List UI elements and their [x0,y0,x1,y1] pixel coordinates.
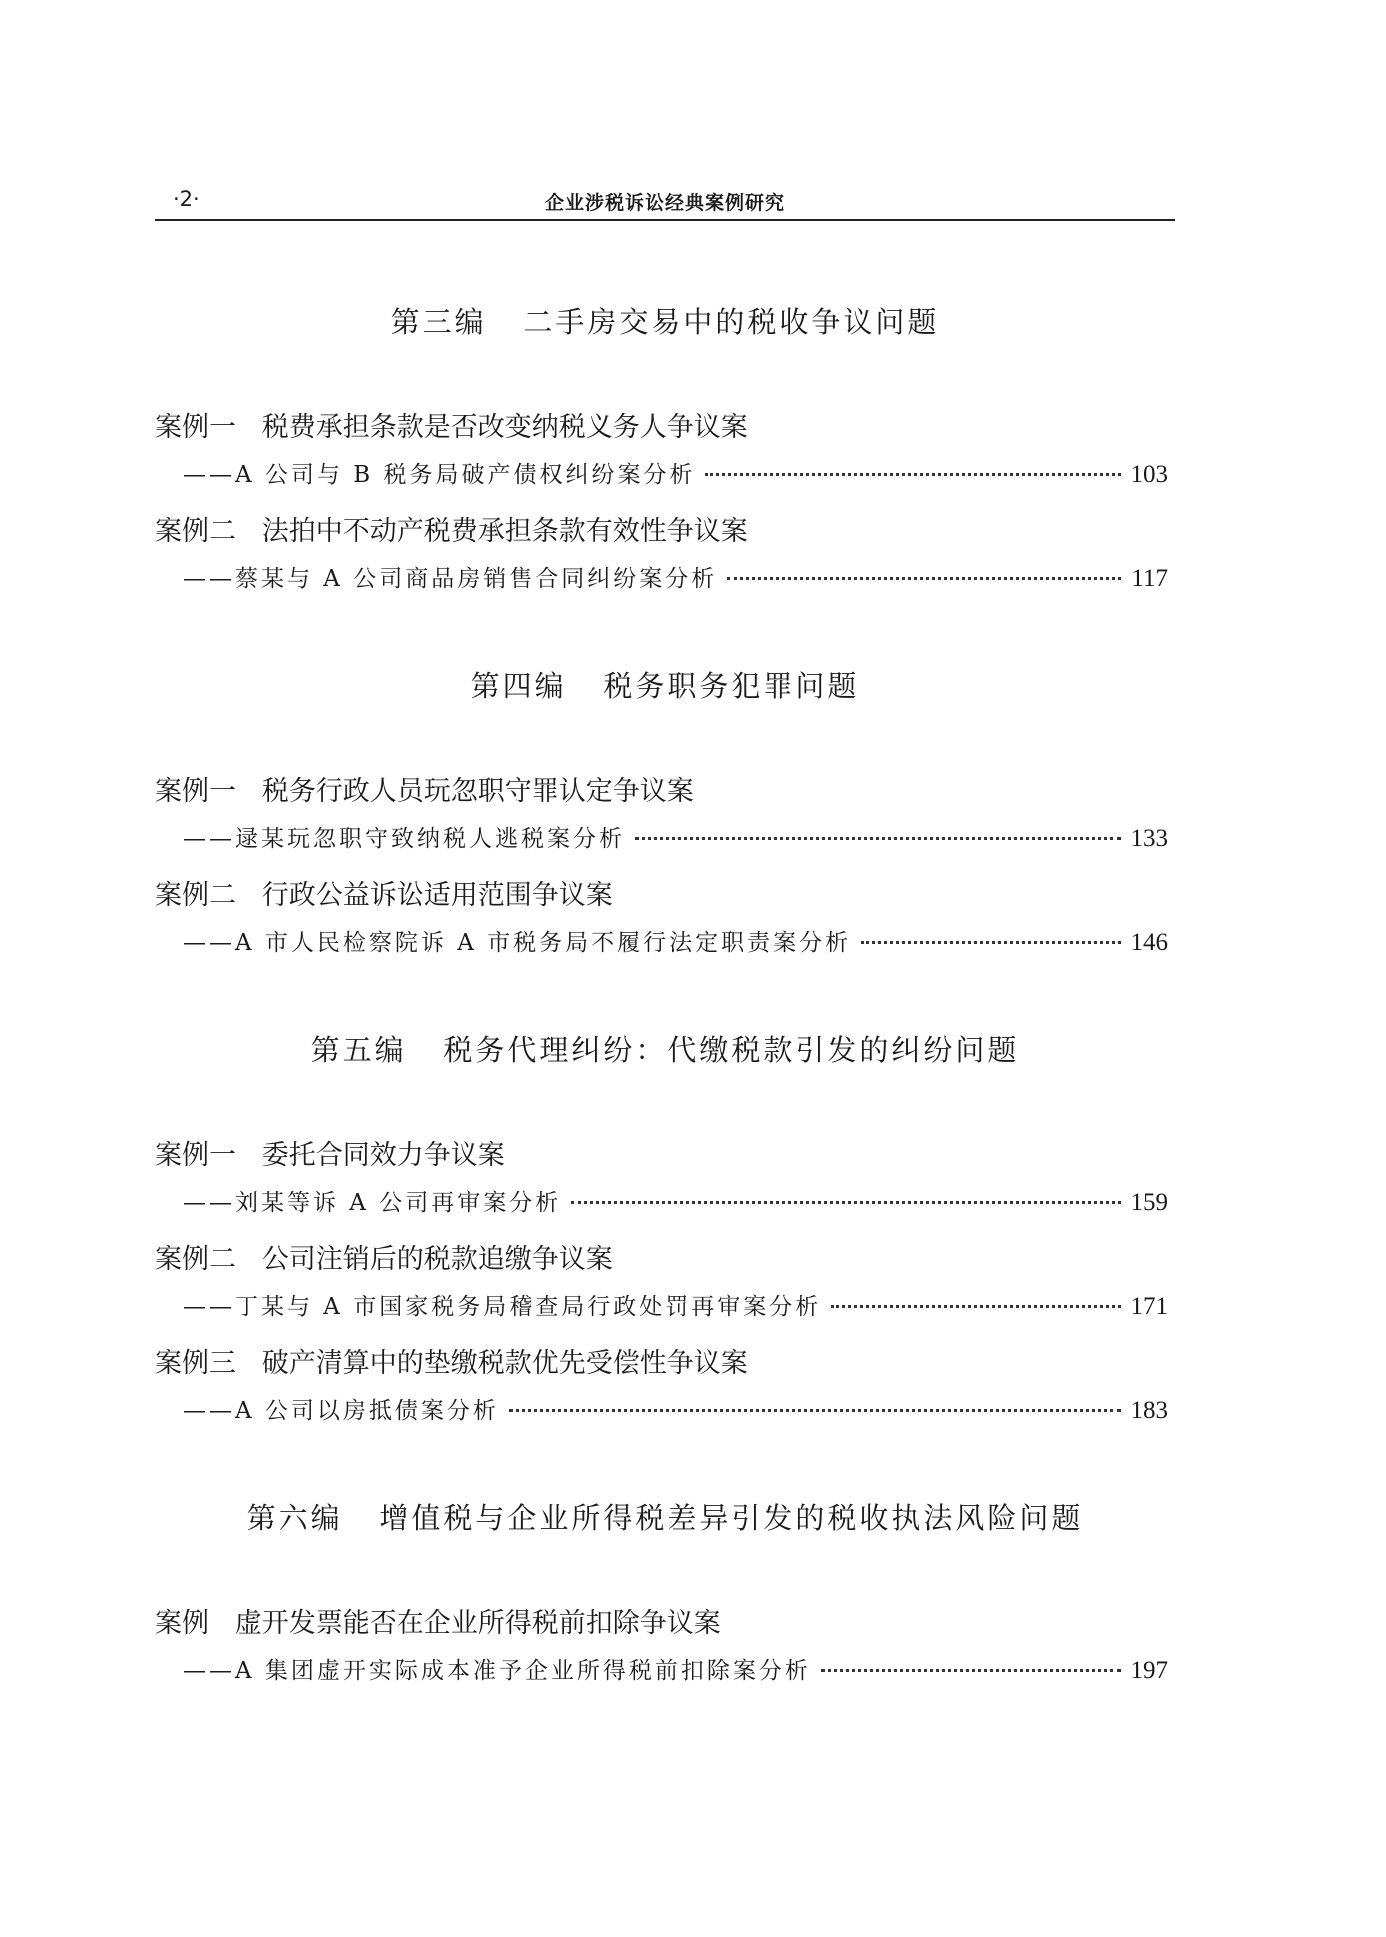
case-title: 案例二 行政公益诉讼适用范围争议案 [155,880,613,911]
page-ref: 117 [1131,565,1168,592]
toc-entry[interactable] [183,1184,1168,1216]
case-title: 案例二 法拍中不动产税费承担条款有效性争议案 [155,516,748,547]
case-title: 案例一 税务行政人员玩忽职守罪认定争议案 [155,776,694,807]
case-title: 案例一 税费承担条款是否改变纳税义务人争议案 [155,412,748,443]
toc-entry[interactable] [183,820,1168,852]
book-title: 企业涉税诉讼经典案例研究 [544,192,785,214]
page-ref: 159 [1130,1189,1168,1216]
part-title: 第三编 二手房交易中的税收争议问题 [390,305,940,339]
case-subtitle: ——A 集团虚开实际成本准予企业所得税前扣除案分析 [183,1658,811,1684]
case-subtitle: ——A 市人民检察院诉 A 市税务局不履行法定职责案分析 [183,930,852,956]
case-subtitle: ——A 公司与 B 税务局破产债权纠纷案分析 [183,462,696,488]
case-subtitle: ——逯某玩忽职守致纳税人逃税案分析 [183,826,625,852]
dot-leader [821,1669,1121,1672]
dot-leader [509,1409,1121,1412]
page-ref: 103 [1130,461,1168,488]
toc-entry[interactable] [183,1652,1168,1684]
toc-entry[interactable] [183,1392,1168,1424]
page-ref: 171 [1130,1293,1168,1320]
case-title: 案例三 破产清算中的垫缴税款优先受偿性争议案 [155,1348,748,1379]
dot-leader [861,941,1120,944]
dot-leader [727,577,1121,580]
dot-leader [705,473,1120,476]
page-ref: 133 [1130,825,1168,852]
toc-entry[interactable] [183,560,1168,592]
page-ref: 183 [1130,1397,1168,1424]
dot-leader [571,1201,1120,1204]
part-title: 第六编 增值税与企业所得税差异引发的税收执法风险问题 [246,1501,1084,1535]
case-subtitle: ——刘某等诉 A 公司再审案分析 [183,1190,562,1216]
case-subtitle: ——蔡某与 A 公司商品房销售合同纠纷案分析 [183,566,718,592]
toc-entry[interactable] [183,456,1168,488]
case-title: 案例 虚开发票能否在企业所得税前扣除争议案 [155,1608,721,1639]
case-subtitle: ——A 公司以房抵债案分析 [183,1398,499,1424]
toc-entry[interactable] [183,924,1168,956]
page-number: ·2· [173,187,200,211]
case-title: 案例一 委托合同效力争议案 [155,1140,505,1171]
dot-leader [635,837,1121,840]
toc-entry[interactable] [183,1288,1168,1320]
part-title: 第四编 税务职务犯罪问题 [470,669,860,703]
page-ref: 197 [1130,1657,1168,1684]
case-subtitle: ——丁某与 A 市国家税务局稽查局行政处罚再审案分析 [183,1294,822,1320]
case-title: 案例二 公司注销后的税款追缴争议案 [155,1244,613,1275]
dot-leader [831,1305,1120,1308]
running-header [155,183,1175,221]
part-title: 第五编 税务代理纠纷：代缴税款引发的纠纷问题 [310,1033,1020,1067]
page-ref: 146 [1130,929,1168,956]
